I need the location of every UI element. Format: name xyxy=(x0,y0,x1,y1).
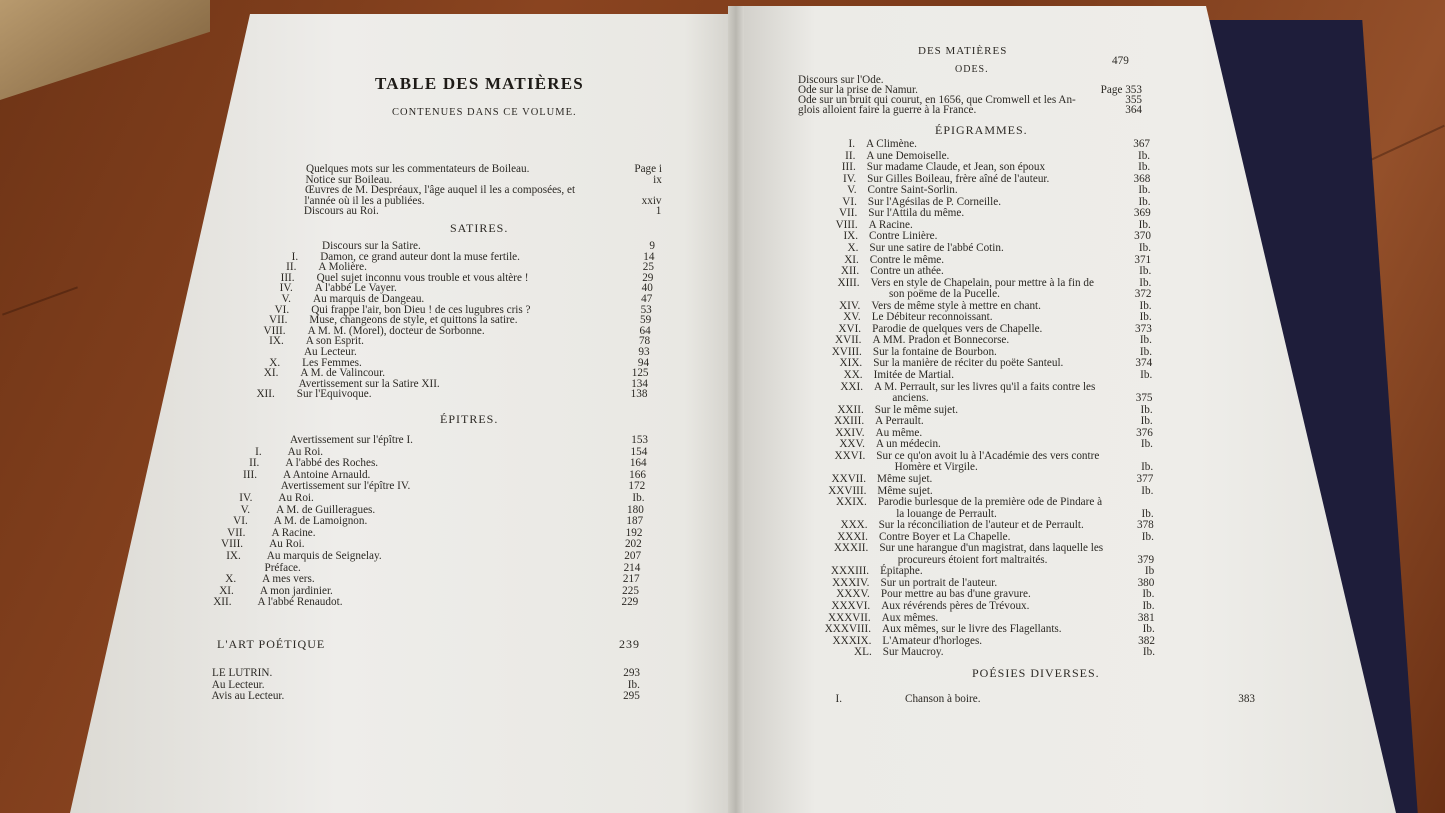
entry-title: Au Roi. xyxy=(278,492,314,504)
entry-page: 1 xyxy=(655,205,662,217)
entry-page: Ib. xyxy=(1138,218,1151,231)
entry-number: XIII. xyxy=(837,276,860,289)
entry-number: XXIV. xyxy=(835,426,865,439)
entry-page: 192 xyxy=(625,526,643,539)
entry-title: Préface. xyxy=(264,561,301,574)
entry-title: A l'abbé des Roches. xyxy=(285,457,379,470)
entry-title: Avertissement sur la Satire XII. xyxy=(298,377,440,390)
entry-title: A Molière. xyxy=(318,261,367,274)
entry-number: X. xyxy=(269,356,281,369)
entry-number: VI. xyxy=(233,515,248,528)
entry-title: Au Lecteur. xyxy=(303,346,357,358)
entry-title: A Climène. xyxy=(866,138,917,150)
entry-title: A Antoine Arnauld. xyxy=(283,468,371,481)
entry-title: l'année où il les a publiées. xyxy=(304,194,425,207)
entry-number: V. xyxy=(847,184,857,197)
entry-number: XXXII. xyxy=(833,542,869,555)
entry-page: 376 xyxy=(1136,426,1153,439)
entry-title: A M. de Valincour. xyxy=(300,367,385,380)
section-heading-epigrammes: ÉPIGRAMMES. xyxy=(935,123,1028,137)
entry-title: anciens. xyxy=(892,392,929,405)
page-subtitle: CONTENUES DANS CE VOLUME. xyxy=(392,107,577,118)
entry-page: 373 xyxy=(1135,322,1152,335)
entry-title: Au Roi. xyxy=(269,538,305,551)
entry-title: Sur Maucroy. xyxy=(882,646,944,659)
entry-title: Avertissement sur l'épître I. xyxy=(290,434,413,446)
entry-title: Avis au Lecteur. xyxy=(211,690,285,702)
entry-title: Épitaphe. xyxy=(880,565,923,578)
entry-page: Ib. xyxy=(1139,265,1152,278)
entry-title: Sur la manière de réciter du poëte Santeul. xyxy=(873,357,1064,370)
entry-number: X. xyxy=(847,241,859,254)
entry-title: Vers de même style à mettre en chant. xyxy=(871,299,1041,312)
entry-number: XX. xyxy=(843,369,863,381)
entry-title: Sur l'Equivoque. xyxy=(296,388,372,401)
entry-number: XXIII. xyxy=(834,415,865,428)
entry-page: Ib. xyxy=(1140,403,1153,416)
entry-title: A M. M. (Morel), docteur de Sorbonne. xyxy=(307,324,485,337)
entry-page: 214 xyxy=(623,561,641,574)
entry-page: 375 xyxy=(1135,392,1153,405)
entry-page: 9 xyxy=(649,240,655,252)
entry-page: Ib. xyxy=(1138,184,1151,197)
entry-page: 372 xyxy=(1134,288,1152,301)
entry-number: X. xyxy=(225,573,237,586)
entry-title: Ode sur la prise de Namur. xyxy=(798,84,918,96)
entry-number: XXXVII. xyxy=(828,611,871,624)
entry-title: A un médecin. xyxy=(875,438,941,451)
entry-number: XXVII. xyxy=(831,472,867,485)
entry-title: Sur une satire de l'abbé Cotin. xyxy=(869,241,1004,254)
entry-title: Aux mêmes, sur le livre des Flagellants. xyxy=(882,623,1062,636)
entry-title: L'Amateur d'horloges. xyxy=(882,634,983,647)
entry-number: XVIII. xyxy=(831,345,862,358)
entry-title: Sur un portrait de l'auteur. xyxy=(880,576,998,589)
entry-number: XIX. xyxy=(839,357,863,370)
entry-title: procureurs étoient fort maltraités. xyxy=(897,553,1048,566)
entry-page: 138 xyxy=(630,388,648,401)
entry-page: Ib. xyxy=(1140,415,1153,428)
entry-title: glois alloient faire la guerre à la France. xyxy=(798,104,977,116)
entry-number: VI. xyxy=(274,303,290,316)
entry-number: XI. xyxy=(844,253,859,266)
entry-number: XVII. xyxy=(835,334,862,347)
section-heading-satires: SATIRES. xyxy=(450,221,509,235)
entry-title: A Racine. xyxy=(271,526,316,539)
entry-number: III. xyxy=(841,161,856,174)
entry-title: A Perrault. xyxy=(875,415,924,428)
entry-page: Ib. xyxy=(1139,299,1152,312)
entry-page: 229 xyxy=(621,596,639,609)
entry-title: A M. Perrault, sur les livres qu'il a faits contre les xyxy=(874,380,1096,393)
entry-title: Sur la réconciliation de l'auteur et de Perrault. xyxy=(878,519,1084,532)
entry-number: III. xyxy=(280,271,295,284)
entry-page: Page 353 xyxy=(1100,84,1142,96)
entry-title: Le Débiteur reconnoissant. xyxy=(871,311,993,324)
entry-page: Ib. xyxy=(1140,438,1153,451)
entry-title: A M. de Lamoignon. xyxy=(273,515,368,528)
entry-title: Parodie burlesque de la première ode de Pindare à xyxy=(877,496,1103,509)
entry-page: 47 xyxy=(641,293,653,305)
entry-number: XXX. xyxy=(840,519,868,532)
entry-page: 295 xyxy=(623,690,640,702)
entry-title: Contre Boyer et La Chapelle. xyxy=(878,530,1011,543)
entry-number: VII. xyxy=(269,314,288,327)
entry-number: VIII. xyxy=(263,324,286,337)
entry-page: 153 xyxy=(631,434,648,446)
entry-title: Muse, changeons de style, et quittons la satire. xyxy=(309,314,518,327)
entry-number: XXV. xyxy=(839,438,865,451)
entry-number: XL. xyxy=(854,646,872,659)
entry-title: Discours au Roi. xyxy=(303,205,379,217)
entry-page: 172 xyxy=(628,480,646,493)
entry-page: 370 xyxy=(1134,230,1151,243)
entry-number: II. xyxy=(286,261,297,274)
entry-title: A l'abbé Le Vayer. xyxy=(314,282,397,295)
entry-title: A mon jardinier. xyxy=(259,584,333,597)
entry-number: VI. xyxy=(842,195,857,208)
entry-page: Ib. xyxy=(1142,646,1156,659)
neighbor-book xyxy=(0,0,210,100)
entry-number: XI. xyxy=(219,584,234,597)
entry-title: Quel sujet inconnu vous trouble et vous altère ! xyxy=(316,271,529,284)
entry-number: VII. xyxy=(838,207,858,220)
entry-page: 377 xyxy=(1136,472,1154,485)
entry-page: 374 xyxy=(1135,357,1153,370)
entry-number: XXIX. xyxy=(836,496,867,509)
entry-page: Ib. xyxy=(1142,623,1155,636)
entry-title: Homère et Virgile. xyxy=(894,461,978,474)
floor-seam xyxy=(2,286,78,315)
entry-number: XXI. xyxy=(840,380,863,393)
entry-page: Ib. xyxy=(1137,149,1151,162)
entry-page: Ib. xyxy=(1139,311,1152,324)
entry-page: 78 xyxy=(638,335,651,348)
entry-number: XVI. xyxy=(838,322,862,335)
entry-page: Ib. xyxy=(1139,334,1152,347)
entry-page: Ib. xyxy=(1138,161,1151,174)
entry-number: IV. xyxy=(239,492,253,504)
entry-number: XXXV. xyxy=(836,588,870,601)
entry-page: Ib. xyxy=(1141,507,1154,520)
entry-page: 154 xyxy=(630,445,648,458)
entry-page: 166 xyxy=(629,468,646,481)
entry-number: II. xyxy=(845,149,856,162)
entry-title: Damon, ce grand auteur dont la muse fertile. xyxy=(320,250,520,263)
entry-title: A l'abbé Renaudot. xyxy=(257,596,343,609)
entry-page: 369 xyxy=(1133,207,1151,220)
entry-page: 378 xyxy=(1136,519,1154,532)
entry-page: 368 xyxy=(1133,172,1151,185)
entry-page: 93 xyxy=(638,346,650,358)
entry-number: IX. xyxy=(843,230,859,243)
entry-title: Contre Saint-Sorlin. xyxy=(867,184,958,197)
entry-page: 367 xyxy=(1133,138,1150,150)
entry-title: Quelques mots sur les commentateurs de Boileau. xyxy=(306,163,530,175)
entry-number: I. xyxy=(291,250,299,263)
entry-page: 293 xyxy=(623,667,640,679)
entry-number: XXXIX. xyxy=(832,634,872,647)
entry-title: Sur une harangue d'un magistrat, dans laquelle les xyxy=(879,542,1104,555)
entry-page: Ib. xyxy=(1141,530,1154,543)
running-head: DES MATIÈRES xyxy=(918,45,1008,57)
entry-title: son poëme de la Pucelle. xyxy=(888,288,1000,301)
entry-title: Contre le même. xyxy=(869,253,945,266)
entry-title: Même sujet. xyxy=(877,472,933,485)
entry-number: VIII. xyxy=(835,218,858,231)
entry-title: Sur Gilles Boileau, frère aîné de l'auteur. xyxy=(867,172,1050,185)
entry-number: I. xyxy=(835,693,842,705)
entry-title: Les Femmes. xyxy=(302,356,362,369)
entry-number: I. xyxy=(848,138,855,150)
entry-page: Ib xyxy=(1144,565,1155,578)
entry-page: 379 xyxy=(1137,553,1155,566)
entry-page: 59 xyxy=(640,314,652,327)
entry-number: XV. xyxy=(843,311,861,324)
art-poetique-entry: L'ART POÉTIQUE xyxy=(217,637,326,651)
entry-title: la louange de Perrault. xyxy=(896,507,997,520)
entry-number: XXXI. xyxy=(837,530,868,543)
entry-title: A son Esprit. xyxy=(305,335,364,348)
entry-title: Contre un athée. xyxy=(870,265,944,278)
entry-title: Au Roi. xyxy=(287,445,324,458)
entry-page: 355 xyxy=(1125,94,1142,106)
entry-title: A MM. Pradon et Bonnecorse. xyxy=(872,334,1010,347)
entry-page: 29 xyxy=(642,271,654,284)
entry-page: 382 xyxy=(1138,634,1155,647)
entry-title: Au Lecteur. xyxy=(211,678,265,691)
entry-page: 134 xyxy=(631,377,648,390)
entry-page: Ib. xyxy=(1142,588,1155,601)
entry-page: 217 xyxy=(622,573,640,586)
entry-page: 14 xyxy=(643,250,655,263)
entry-number: II. xyxy=(249,457,260,470)
entry-title: Sur la fontaine de Bourbon. xyxy=(872,345,997,358)
entry-title: Aux révérends pères de Trévoux. xyxy=(881,600,1030,612)
entry-number: XXXVI. xyxy=(831,600,871,612)
entry-page: 53 xyxy=(640,303,652,316)
entry-number: XII. xyxy=(256,388,275,401)
entry-title: Discours sur la Satire. xyxy=(322,240,421,252)
entry-page: Page i xyxy=(634,163,662,175)
entry-title: Même sujet. xyxy=(877,484,933,497)
entry-title: Sur l'Agésilas de P. Corneille. xyxy=(867,195,1002,208)
entry-number: VIII. xyxy=(221,538,244,551)
entry-number: V. xyxy=(240,503,251,516)
entry-page: 180 xyxy=(627,503,644,516)
entry-page: Ib. xyxy=(1138,195,1151,208)
entry-title: Œuvres de M. Despréaux, l'âge auquel il les a composées, et xyxy=(304,184,576,196)
page-number: 479 xyxy=(1112,55,1129,67)
entry-number: XXVIII. xyxy=(828,484,867,497)
entry-title: Ode sur un bruit qui courut, en 1656, que Cromwell et les An- xyxy=(798,94,1076,106)
entry-number: XXXIV. xyxy=(832,576,870,589)
entry-title: A une Demoiselle. xyxy=(866,149,950,162)
entry-number: XXXVIII. xyxy=(824,623,871,636)
entry-title: Vers en style de Chapelain, pour mettre à la fin de xyxy=(870,276,1094,289)
entry-title: LE LUTRIN. xyxy=(212,667,273,679)
entry-page: Ib. xyxy=(627,678,640,691)
entry-number: XI. xyxy=(263,367,279,380)
entry-page: Ib. xyxy=(1139,345,1153,358)
entry-page: 371 xyxy=(1134,253,1152,266)
entry-page: 94 xyxy=(637,356,650,369)
entry-title: Discours sur l'Ode. xyxy=(798,74,884,86)
entry-page: 125 xyxy=(631,367,649,380)
entry-page: 207 xyxy=(624,550,642,562)
entry-page: Ib. xyxy=(1141,484,1154,497)
entry-page: Ib. xyxy=(632,492,645,504)
entry-number: XXXIII. xyxy=(830,565,870,578)
entry-page: Ib. xyxy=(1138,241,1152,254)
entry-title: Notice sur Boileau. xyxy=(305,173,393,186)
entry-page: xxiv xyxy=(641,194,662,207)
entry-title: A mes vers. xyxy=(262,573,315,586)
entry-title: Parodie de quelques vers de Chapelle. xyxy=(872,322,1043,335)
entry-page: Ib. xyxy=(1139,276,1152,289)
entry-page: ix xyxy=(653,173,662,186)
entry-page: 25 xyxy=(642,261,654,274)
entry-number: XII. xyxy=(213,596,232,609)
entry-page: 187 xyxy=(626,515,644,528)
entry-number: III. xyxy=(243,468,258,481)
entry-number: IV. xyxy=(842,172,857,185)
entry-title: A M. de Guilleragues. xyxy=(276,503,376,516)
entry-title: Contre Linière. xyxy=(869,230,938,243)
entry-number: XIV. xyxy=(839,299,861,312)
entry-page: 225 xyxy=(622,584,639,597)
entry-title: Sur le même sujet. xyxy=(874,403,959,416)
entry-number: IV. xyxy=(279,282,293,295)
page-title: TABLE DES MATIÈRES xyxy=(375,74,584,93)
entry-page: Ib. xyxy=(1140,369,1153,381)
entry-title: Chanson à boire. xyxy=(905,693,981,705)
entry-page: 164 xyxy=(629,457,647,470)
entry-title: Sur l'Attila du même. xyxy=(868,207,965,220)
section-heading-epitres: ÉPITRES. xyxy=(440,412,499,426)
entry-page: 40 xyxy=(641,282,653,295)
entry-title: Avertissement sur l'épître IV. xyxy=(280,480,411,493)
entry-title: Au marquis de Dangeau. xyxy=(312,293,425,305)
entry-number: V. xyxy=(281,293,291,305)
entry-number: XII. xyxy=(840,265,860,278)
entry-title: A Racine. xyxy=(868,218,913,231)
entry-title: Qui frappe l'air, bon Dieu ! de ces lugubres cris ? xyxy=(311,303,531,316)
entry-page: Ib. xyxy=(1142,600,1155,612)
entry-title: Au même. xyxy=(875,426,923,439)
entry-page: 380 xyxy=(1137,576,1155,589)
entry-page: 202 xyxy=(624,538,642,551)
book-gutter xyxy=(728,6,744,813)
entry-number: XXII. xyxy=(837,403,864,416)
entry-title: Aux mêmes. xyxy=(881,611,939,624)
entry-page: 64 xyxy=(639,324,651,337)
entry-number: VII. xyxy=(227,526,246,539)
entry-page: 381 xyxy=(1137,611,1155,624)
entry-title: Au marquis de Seignelay. xyxy=(266,550,382,562)
section-heading-odes: ODES. xyxy=(955,64,989,75)
entry-title: Pour mettre au bas d'une gravure. xyxy=(880,588,1031,601)
entry-number: IX. xyxy=(269,335,284,348)
entry-title: Sur madame Claude, et Jean, son époux xyxy=(866,161,1046,174)
entry-number: XXVI. xyxy=(834,449,866,462)
entry-page: Ib. xyxy=(1141,461,1154,474)
entry-page: 364 xyxy=(1125,104,1142,116)
entry-number: IX. xyxy=(226,550,241,562)
entry-number: I. xyxy=(255,445,262,458)
art-poetique-page: 239 xyxy=(619,637,640,651)
entry-page: 383 xyxy=(1238,693,1255,705)
entry-title: Sur ce qu'on avoit lu à l'Académie des vers contre xyxy=(876,449,1100,462)
entry-title: Imitée de Martial. xyxy=(873,369,955,381)
section-heading-poesies: POÉSIES DIVERSES. xyxy=(972,666,1100,680)
